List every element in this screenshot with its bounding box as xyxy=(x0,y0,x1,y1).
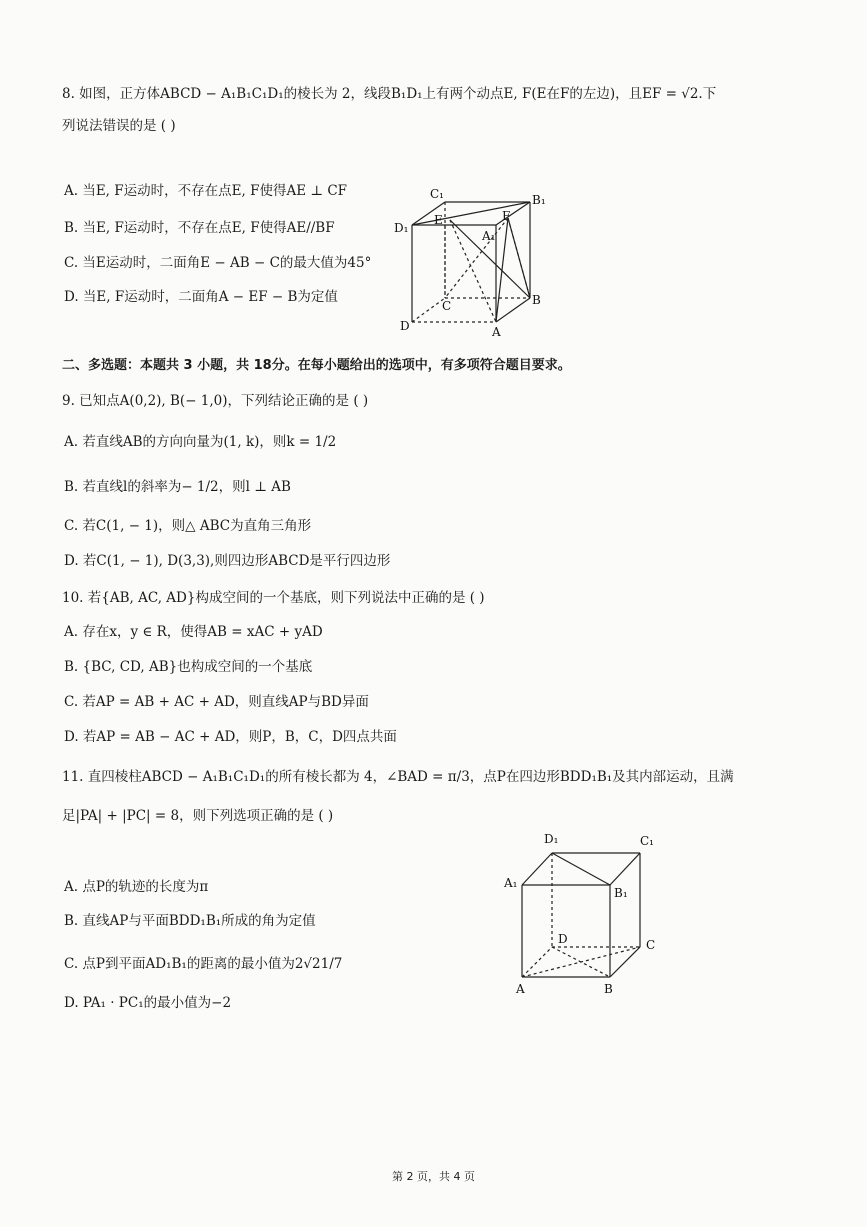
q11-option-d: D. PA₁ · PC₁的最小值为−2 xyxy=(64,995,232,1011)
q8-option-d: D. 当E, F运动时，二面角A − EF − B为定值 xyxy=(64,289,338,305)
q9-option-d: D. 若C(1, − 1), D(3,3),则四边形ABCD是平行四边形 xyxy=(64,553,391,569)
q11-option-b: B. 直线AP与平面BDD₁B₁所成的角为定值 xyxy=(64,913,316,929)
q8-option-b: B. 当E, F运动时，不存在点E, F使得AE//BF xyxy=(64,220,335,236)
q8-label-c: C xyxy=(442,299,452,313)
q10-option-d: D. 若AP = AB − AC + AD，则P，B，C，D四点共面 xyxy=(64,729,397,745)
q8-label-a: A xyxy=(492,325,501,339)
q8-label-a1: A₁ xyxy=(482,229,496,243)
q8-label-d1: D₁ xyxy=(394,221,409,235)
q9-option-b: B. 若直线l的斜率为− 1/2，则l ⊥ AB xyxy=(64,479,291,495)
q8-option-a: A. 当E, F运动时，不存在点E, F使得AE ⊥ CF xyxy=(64,183,348,199)
q8-option-c: C. 当E运动时，二面角E − AB − C的最大值为45° xyxy=(64,255,372,271)
q8-label-b: B xyxy=(532,293,541,307)
q11-label-d1: D₁ xyxy=(544,832,559,846)
q8-label-d: D xyxy=(400,319,410,333)
q8-label-b1: B₁ xyxy=(532,193,546,207)
q8-label-f: F xyxy=(502,209,511,223)
q11-option-a: A. 点P的轨迹的长度为π xyxy=(64,879,209,895)
q11-label-c: C xyxy=(646,938,656,952)
q9-option-c: C. 若C(1, − 1)，则△ ABC为直角三角形 xyxy=(64,518,312,534)
q10-option-b: B. {BC, CD, AB}也构成空间的一个基底 xyxy=(64,659,313,675)
q10-stem: 10. 若{AB, AC, AD}构成空间的一个基底，则下列说法中正确的是 ( ) xyxy=(62,590,485,606)
q8-stem-line2: 列说法错误的是 ( ) xyxy=(62,118,176,134)
section-heading: 二、多选题：本题共 3 小题，共 18分。在每小题给出的选项中，有多项符合题目要求。 xyxy=(62,358,571,373)
q11-label-b1: B₁ xyxy=(614,886,628,900)
q8-cube-figure xyxy=(390,180,560,340)
q8-label-c1: C₁ xyxy=(430,187,444,201)
q11-label-b: B xyxy=(604,982,613,996)
q11-option-c: C. 点P到平面AD₁B₁的距离的最小值为2√21/7 xyxy=(64,956,343,972)
q11-prism-figure xyxy=(500,825,670,1000)
q8-label-e: E xyxy=(434,213,443,227)
q11-label-a1: A₁ xyxy=(504,876,518,890)
q9-option-a: A. 若直线AB的方向向量为(1, k)，则k = 1/2 xyxy=(64,434,337,450)
q11-label-c1: C₁ xyxy=(640,834,654,848)
q9-stem: 9. 已知点A(0,2), B(− 1,0)，下列结论正确的是 ( ) xyxy=(62,393,369,409)
q11-stem-line1: 11. 直四棱柱ABCD − A₁B₁C₁D₁的所有棱长都为 4，∠BAD = π/3，点P在四边形BDD₁B₁及其内部运动，且满 xyxy=(62,769,734,785)
q11-stem-line2: 足|PA| + |PC| = 8，则下列选项正确的是 ( ) xyxy=(62,808,334,824)
q10-option-c: C. 若AP = AB + AC + AD，则直线AP与BD异面 xyxy=(64,694,369,710)
q11-label-d: D xyxy=(558,932,568,946)
q8-stem-line1: 8. 如图，正方体ABCD − A₁B₁C₁D₁的棱长为 2，线段B₁D₁上有两个动点E, F(E在F的左边)，且EF = √2.下 xyxy=(62,86,717,102)
q10-option-a: A. 存在x，y ∈ R，使得AB = xAC + yAD xyxy=(64,624,323,640)
page-footer: 第 2 页，共 4 页 xyxy=(392,1170,475,1183)
q11-label-a: A xyxy=(516,982,525,996)
